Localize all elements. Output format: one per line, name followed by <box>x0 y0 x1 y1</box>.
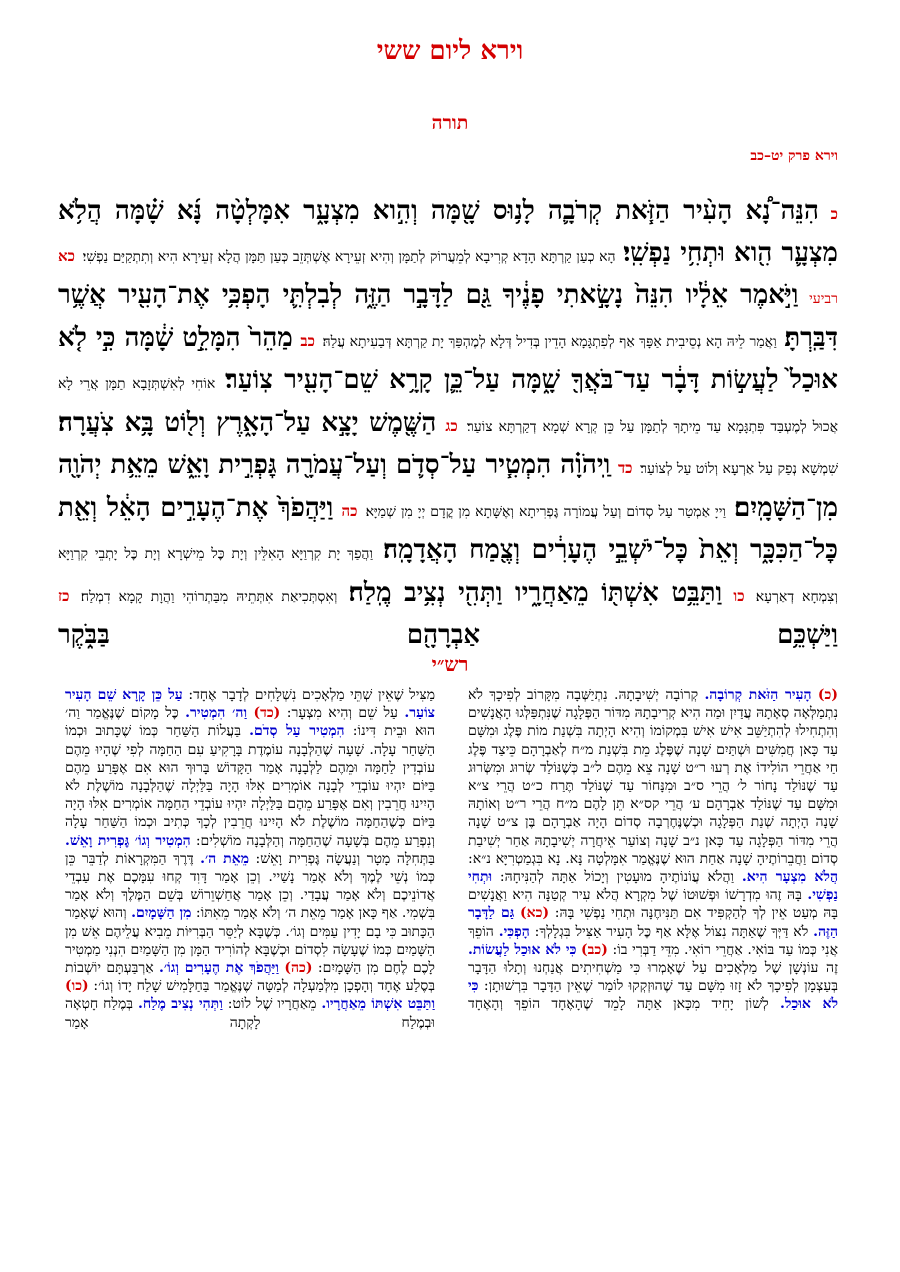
rashi-verse-ref: (כב) <box>581 941 608 958</box>
rashi-comment: לֹא דַּיְּךָ שֶׁאַתָּה נִצּוֹל אֶלָּא אַף כׇּל הָעִיר אַצִּיל בִּגְלָלְךָ: <box>534 923 809 940</box>
verse-number: כב <box>300 331 315 350</box>
rashi-comment: עַל שֵׁם וְהִיא מִצְעָר: <box>286 705 398 722</box>
rashi-comment: מַצִּיל שֶׁאֵין שְׁתֵּי מַלְאָכִים נִשְׁלָחִים לְדָבָר אֶחָד: <box>188 687 435 703</box>
rashi-dibbur-hamatchil: מֵאֵת ה׳. <box>200 850 249 867</box>
aliyah-marker: רביעי <box>809 291 838 307</box>
verse-number: כא <box>58 246 75 265</box>
rashi-left-column <box>65 686 435 1256</box>
rashi-comment: כׇּל מָקוֹם שֶׁנֶּאֱמַר וַה׳ הוּא וּבֵית דִּינוֹ: <box>65 705 435 740</box>
verse-number: כו <box>733 586 745 605</box>
verse-number: כה <box>341 501 358 520</box>
rashi-dibbur-hamatchil: כִּי לֹא אוּכַל. <box>468 978 838 1013</box>
rashi-dibbur-hamatchil: כִּי לֹא אוּכַל לַעֲשׂוֹת. <box>468 941 577 958</box>
rashi-comment: וְהוּא שֶׁאָמַר הַכָּתוּב כִּי בָם יָדִין עַמִּים וְגוֹ׳. כְּשֶׁבָּא לְיַסֵּר הַבְּרִיּוֹת מֵבִיא עֲלֵיהֶם אֵשׁ מִן הַשָּׁמַיִם כְּמוֹ שֶׁעָשָׂה לִסְדוֹם וּכְשֶׁבָּא לְהוֹרִיד הַמָּן מִן הַשָּׁמַיִם הִנְנִי מַמְטִיר לָכֶם לֶחֶם מִן הַשָּׁמָיִם: <box>65 905 435 977</box>
rashi-verse-ref: (כו) <box>65 978 89 995</box>
verse-targum: וְאִסְתְּכִיאַת אִתְּתֵיהּ מִבַּתְרוֹהִי וַהֲוָת קָמָא דִמְלַח׃ <box>80 588 338 605</box>
rashi-comment: אַרְבַּעְתָּם יוֹשְׁבוֹת בְּסֶלַע אֶחָד וְהָפְכָן מִלְּמַעְלָה לְמַטָּה שֶׁנֶּאֱמַר בַּחַלָּמִישׁ שָׁלַח יָדוֹ וְגוֹ׳: <box>65 960 435 995</box>
rashi-dibbur-hamatchil: הִמְטִיר עַל סְדֹם. <box>249 723 345 740</box>
verse-targum: וַאֲמַר לֵיהּ הָא נְסֵיבִית אַפָּךְ אַף לְפִתְגָּמָא הָדֵין בְּדִיל דְּלָא לְמֶהְפַּךְ יָת קַרְתָּא דְּבַעִיתָא עֲלַהּ׃ <box>322 333 777 350</box>
rashi-dibbur-hamatchil: הָעִיר הַזֹּאת קְרוֹבָה. <box>704 687 812 703</box>
rashi-comment: בָּהּ זֶהוּ מִדְרָשׁוֹ וּפְשׁוּטוֹ שֶׁל מִקְרָא הֲלֹא עִיר קְטַנָּה הִיא וַאֲנָשִׁים בָּהּ מְעַט אֵין לְךָ לְהַקְפִּיד אִם תַּנִּיחֶנָּה וּתְחִי נַפְשִׁי בָּהּ: <box>468 887 838 922</box>
rashi-verse-ref: (כה) <box>284 960 313 977</box>
verse-targum: הָא כְעַן קַרְתָּא הָדָא קְרִיבָא לְמֵעֲרוֹק לְתַמָּן וְהִיא זְעֵירָא אֶשְׁתְּזֵב כְּעַן תַּמָּן הֲלָא זְעֵירָא הִיא וְתִתְקַיַּם נַפְשִׁי׃ <box>82 248 616 265</box>
rashi-verse-ref: (כ) <box>817 687 838 703</box>
rashi-dibbur-hamatchil: הִמְטִיר וְגוֹ׳ גׇּפְרִית וָאֵשׁ. <box>65 832 191 849</box>
verse-hebrew: וַֽיהֹוָ֗ה הִמְטִ֧יר עַל־סְדֹ֛ם וְעַל־עֲמֹרָ֖ה גׇּפְרִ֣ית וָאֵ֑שׁ מֵאֵ֥ת יְהֹוָ֖ה מִן־הַשָּׁמָֽיִם׃ <box>58 450 838 523</box>
chapter-reference: וירא פרק יט–כב <box>750 148 838 164</box>
rashi-dibbur-hamatchil: עַל כֵּן קָרָא שֵׁם הָעִיר צוֹעַר. <box>65 687 435 722</box>
rashi-verse-ref: (כא) <box>520 905 550 922</box>
rashi-dibbur-hamatchil: וּתְחִי נַפְשִׁי. <box>468 869 838 904</box>
verse-hebrew: וַיֹּ֣אמֶר אֵלָ֔יו הִנֵּה֙ נָשָׂ֣אתִי פָנֶ֔יךָ גַּ֖ם לַדָּבָ֣ר הַזֶּ֑ה לְבִלְתִּ֛י הָפְכִּ֥י אֶת־הָעִ֖יר אֲשֶׁ֥ר דִּבַּֽרְתָּ׃ <box>58 280 838 353</box>
rashi-dibbur-hamatchil: וַתְּהִי נְצִיב מֶלַח. <box>137 996 223 1013</box>
verse-targum: שִׁמְשָׁא נְפַק עַל אַרְעָא וְלוֹט עַל לְצוֹעַר׃ <box>640 461 838 477</box>
rashi-comment: מֵאַחֲרָיו שֶׁל לוֹט: <box>227 996 317 1013</box>
rashi-comment: קְרוֹבָה יְשִׁיבָתָהּ. נִתְיַשְּׁבָה מִקָּרוֹב לְפִיכָךְ לֹא נִתְמַלְּאָה סְאָתָהּ עֲדַיִן וּמַה הִיא קְרִיבָתָהּ מִדּוֹר הַפְּלָגָה שֶׁנִּתְפַּלְּגוּ הָאֲנָשִׁים וְהִתְחִילוּ לְהִתְיַשֵּׁב אִישׁ אִישׁ בִּמְקוֹמוֹ וְהִיא הָיְתָה בִּשְׁנַת מוֹת פֶּלֶג וּמִשָּׁם עַד כָּאן חֲמִשִּׁים וּשְׁתַּיִם שָׁנָה שֶׁפֶּלֶג מֵת בִּשְׁנַת מ״ח לְאַבְרָהָם כֵּיצַד פֶּלֶג חַי אַחֲרֵי הוֹלִידוֹ אֶת רְעוּ ר״ט שָׁנָה צֵא מֵהֶם ל״ב כְּשֶׁנּוֹלַד שְׂרוּג וּמִשְּׂרוּג עַד שֶׁנּוֹלַד נָחוֹר ל׳ הֲרֵי ס״ב וּמִנָּחוֹר עַד שֶׁנּוֹלַד תֶּרַח כ״ט הֲרֵי צ״א וּמִשָּׁם עַד שֶׁנּוֹלַד אַבְרָהָם ע׳ הֲרֵי קס״א תֵּן לָהֶם מ״ח הֲרֵי ר״ט וְאוֹתָהּ שָׁנָה הָיְתָה שְׁנַת הַפְּלָגָה וּכְשֶׁנֶּחֶרְבָה סְדוֹם הָיָה אַבְרָהָם בֶּן צ״ט שָׁנָה הֲרֵי מִדּוֹר הַפְּלָגָה עַד כָּאן נ״ב שָׁנָה וְצוֹעַר אֵיחֲרָה יְשִׁיבָתָהּ אַחַר יְשִׁיבַת סְדוֹם וַחֲבֵרוֹתֶיהָ שָׁנָה אַחַת הוּא שֶׁנֶּאֱמַר אִמָּלְטָה נָּא. נָא בִּגְמַטְרִיָּא נ״א: <box>468 687 838 867</box>
verse-number: כד <box>617 459 633 477</box>
torah-text <box>58 192 838 674</box>
rashi-comment: בְּמֶלַח חָטְאָה וּבְמֶלַח לָקְתָה אָמַר <box>65 996 435 1031</box>
verse-hebrew: מַהֵר֙ הִמָּלֵ֣ט שָׁ֔מָּה כִּ֣י לֹ֤א אוּכַל֙ לַעֲשׂ֣וֹת דָּבָ֔ר עַד־בֹּאֲךָ֖ שָׁ֑מָּה עַל־כֵּ֛ן קָרָ֥א שֵׁם־הָעִ֖יר צֽוֹעַר׃ <box>58 322 838 395</box>
section-title: תורה <box>431 112 469 134</box>
rashi-comment: וַהֲלֹא עֲוֹנוֹתֶיהָ מוּעָטִין וְיָכוֹל אַתָּה לְהַנִּיחָהּ: <box>499 869 735 886</box>
verse-number: כז <box>58 586 70 605</box>
rashi-dibbur-hamatchil: הֲלֹא מִצְעָר הִיא. <box>741 869 838 886</box>
verse-number: כ <box>830 205 838 223</box>
verse-hebrew: הַשֶּׁ֖מֶשׁ יָצָ֣א עַל־הָאָ֑רֶץ וְל֖וֹט בָּ֥א צֹֽעֲרָה׃ <box>58 407 437 438</box>
rashi-dibbur-hamatchil: וַתַּבֵּט אִשְׁתּוֹ מֵאַחֲרָיו. <box>321 996 435 1013</box>
verse-targum: אוֹחִי לְאִשְׁתְּזָבָא תַמָּן אֲרֵי לָא אֲכוּל לְמֶעְבַּד פִּתְגָּמָא עַד מֵיתָךְ לְתַמָּן עַל כֵּן קְרָא שְׁמָא דְקַרְתָּא צוֹעַר׃ <box>58 376 838 435</box>
rashi-comment: בַּעֲלוֹת הַשַּׁחַר כְּמוֹ שֶׁכָּתוּב וּכְמוֹ הַשַּׁחַר עָלָה. שָׁעָה שֶׁהַלְּבָנָה עוֹמֶדֶת בָּרָקִיעַ עִם הַחַמָּה לְפִי שֶׁהָיוּ מֵהֶם עוֹבְדִין לַחַמָּה וּמֵהֶם לַלְּבָנָה אָמַר הַקָּדוֹשׁ בָּרוּךְ הוּא אִם אֶפָּרַע מֵהֶם בַּיּוֹם יִהְיוּ עוֹבְדֵי לְבָנָה אוֹמְרִים אִלּוּ הָיָה בַּלַּיְלָה שֶׁהַלְּבָנָה מוֹשֶׁלֶת לֹא הָיִינוּ חֲרֵבִין וְאִם אֶפָּרַע מֵהֶם בַּלַּיְלָה יִהְיוּ עוֹבְדֵי הַחַמָּה אוֹמְרִים אִלּוּ הָיָה בַּיּוֹם כְּשֶׁהַחַמָּה מוֹשֶׁלֶת לֹא הָיִינוּ חֲרֵבִין לְכָךְ כְּתִיב וּכְמוֹ הַשַּׁחַר עָלָה וְנִפְרַע מֵהֶם בְּשָׁעָה שֶׁהַחַמָּה וְהַלְּבָנָה מוֹשְׁלִים: <box>65 723 435 849</box>
rashi-dibbur-hamatchil: גַּם לַדָּבָר הַזֶּה. <box>468 905 838 940</box>
verse-hebrew: הִנֵּה־נָ֠א הָעִ֨יר הַזֹּ֧את קְרֹבָ֛ה לָנ֥וּס שָׁ֖מָּה וְהִ֣וא מִצְעָ֑ר אִמָּלְטָ֨ה נָּ֜א שָׁ֗מָּה הֲלֹ֥א מִצְעָ֛ר הִ֖וא וּתְחִ֥י נַפְשִֽׁי׃ <box>58 196 838 268</box>
rashi-comment: לְשׁוֹן יָחִיד מִכָּאן אַתָּה לָמֵד שֶׁהָאֶחָד הוֹפֵךְ וְהָאֶחָד <box>468 996 769 1013</box>
verse-hebrew: וַתַּבֵּ֥ט אִשְׁתּ֖וֹ מֵאַחֲרָ֑יו וַתְּהִ֖י נְצִ֥יב מֶֽלַח׃ <box>348 577 723 608</box>
rashi-right-column <box>468 686 838 1256</box>
rashi-dibbur-hamatchil: מִן הַשָּׁמָיִם. <box>131 905 192 922</box>
rashi-comment: דֶּרֶךְ הַמִּקְרָאוֹת לְדַבֵּר כֵּן כְּמוֹ נְשֵׁי לֶמֶךְ וְלֹא אָמַר נָשַׁיי. וְכֵן אָמַר דָּוִד קְחוּ עִמָּכֶם אֶת עַבְדֵי אֲדוֹנֵיכֶם וְלֹא אָמַר עֲבָדַי. וְכֵן אָמַר אֲחַשְׁוֵרוֹשׁ בְּשֵׁם הַמֶּלֶךְ וְלֹא אָמַר בִּשְׁמִי. אַף כָּאן אָמַר מֵאֵת ה׳ וְלֹא אָמַר מֵאִתּוֹ: <box>65 850 435 922</box>
rashi-comment: הוֹפֵךְ אֲנִי כְּמוֹ עַד בּוֹאִי. אַחֲרֵי רוֹאִי. מִדֵּי דַבְּרִי בוֹ: <box>468 923 838 958</box>
rashi-comment: בַּתְּחִלָּה מָטָר וְנַעֲשָׂה גׇּפְרִית וָאֵשׁ: <box>255 850 435 867</box>
rashi-dibbur-hamatchil: וַיַּהֲפֹךְ אֶת הֶעָרִים וְגוֹ׳. <box>159 960 279 977</box>
rashi-comment: זֶה עוֹנְשָׁן שֶׁל מַלְאָכִים עַל שֶׁאָמְרוּ כִּי מַשְׁחִיתִים אֲנַחְנוּ וְתָלוּ הַדָּבָר בְּעַצְמָן לְפִיכָךְ לֹא זָזוּ מִשָּׁם עַד שֶׁהוּזְקְקוּ לוֹמַר שֶׁאֵין הַדָּבָר בִּרְשׁוּתָן: <box>468 960 838 995</box>
verse-targum: וַהֲפַךְ יָת קִרְוַיָּא הָאִלֵּין וְיָת כׇּל מֵישְׁרָא וְיָת כׇּל יָתְבֵי קִרְוַיָּא וְצִמְחָא דְאַרְעָא׃ <box>58 546 838 605</box>
page-title: וירא ליום ששי <box>376 36 524 66</box>
rashi-heading: רש״י <box>431 652 469 676</box>
rashi-dibbur-hamatchil: הָפְכִּי. <box>498 923 530 940</box>
verse-hebrew: וַיַּשְׁכֵּ֥ם אַבְרָהָ֖ם בַּבֹּ֑קֶר <box>58 620 838 650</box>
rashi-dibbur-hamatchil: וַה׳ הִמְטִיר. <box>185 705 248 722</box>
verse-hebrew: וַיַּהֲפֹךְ֙ אֶת־הֶעָרִ֣ים הָאֵ֔ל וְאֵ֖ת כׇּל־הַכִּכָּ֑ר וְאֵת֙ כׇּל־יֹשְׁבֵ֣י הֶעָרִ֔ים וְצֶ֖מַח הָאֲדָמָֽה׃ <box>58 492 838 565</box>
verse-targum: וַייָ אַמְטַר עַל סְדוֹם וְעַל עֲמוֹרָה גׇּפְרִיתָא וְאֶשָּׁתָא מִן קֳדָם יְיָ מִן שְׁמַיָּא׃ <box>365 503 726 520</box>
verse-number: כג <box>445 416 458 435</box>
rashi-verse-ref: (כד) <box>253 705 281 722</box>
